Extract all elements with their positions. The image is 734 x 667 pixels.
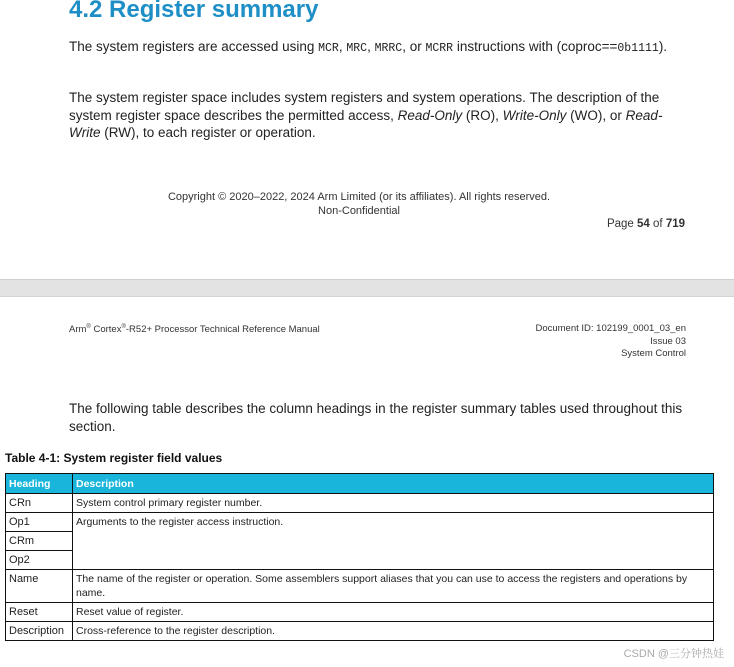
instr-mcr: MCR: [318, 42, 339, 55]
register-space-paragraph: The system register space includes system registers and system operations. The description of the system register space describes the permitted access, Read-Only (RO), Write-Only (WO), or Read-Write (RW), to each register or operation.: [69, 90, 663, 140]
table-row: [6, 570, 714, 603]
row-heading: Description: [6, 622, 73, 641]
coproc-value: 0b1111: [617, 42, 659, 55]
table-header-row: [6, 474, 714, 494]
table-row: [6, 494, 714, 513]
document-page-bottom: [0, 297, 734, 667]
document-page-top: [0, 0, 734, 279]
row-heading: Reset: [6, 603, 73, 622]
row-heading: Name: [6, 570, 73, 603]
instr-mrrc: MRRC: [374, 42, 403, 55]
row-heading: Op1: [6, 513, 73, 532]
table-row: [6, 513, 714, 532]
page-footer: [0, 190, 718, 218]
csdn-watermark: CSDN @三分钟热娃: [623, 648, 724, 660]
column-header-heading: Heading: [6, 474, 73, 494]
copyright-notice: Copyright © 2020–2022, 2024 Arm Limited (or its affiliates). All rights reserved.: [167, 191, 551, 203]
chapter-name: System Control: [621, 348, 686, 359]
confidentiality-label: Non-Confidential: [318, 205, 400, 217]
section-title: 4.2 Register summary: [69, 0, 319, 23]
row-heading: Op2: [6, 551, 73, 570]
page-number: Page 54 of 719: [606, 218, 685, 230]
manual-title: Arm® Cortex®-R52+ Processor Technical Reference Manual: [69, 324, 320, 336]
document-id: Document ID: 102199_0001_03_en: [535, 323, 686, 334]
table-row: [6, 622, 714, 641]
column-header-description: Description: [73, 474, 714, 494]
row-description: System control primary register number.: [73, 494, 714, 513]
table-caption: Table 4-1: System register field values: [5, 451, 223, 465]
row-description: The name of the register or operation. Some assemblers support aliases that you can use to access the registers and operations by name.: [73, 570, 714, 603]
table-intro-paragraph: The following table describes the column headings in the register summary tables used throughout this section.: [69, 401, 683, 434]
row-heading: CRm: [6, 532, 73, 551]
instr-mcrr: MCRR: [425, 42, 454, 55]
document-meta: [535, 323, 686, 361]
instr-mrc: MRC: [346, 42, 368, 55]
issue-number: Issue 03: [650, 335, 686, 347]
row-description: Reset value of register.: [73, 603, 714, 622]
register-field-table: [5, 473, 714, 641]
row-description: Arguments to the register access instruction.: [73, 513, 714, 570]
row-heading: CRn: [6, 494, 73, 513]
page-separator: [0, 279, 734, 297]
intro-paragraph: The system registers are accessed using MCR, MRC, MRRC, or MCRR instructions with (coproc==0b1111).: [69, 39, 668, 55]
table-row: [6, 603, 714, 622]
row-description: Cross-reference to the register description.: [73, 622, 714, 641]
